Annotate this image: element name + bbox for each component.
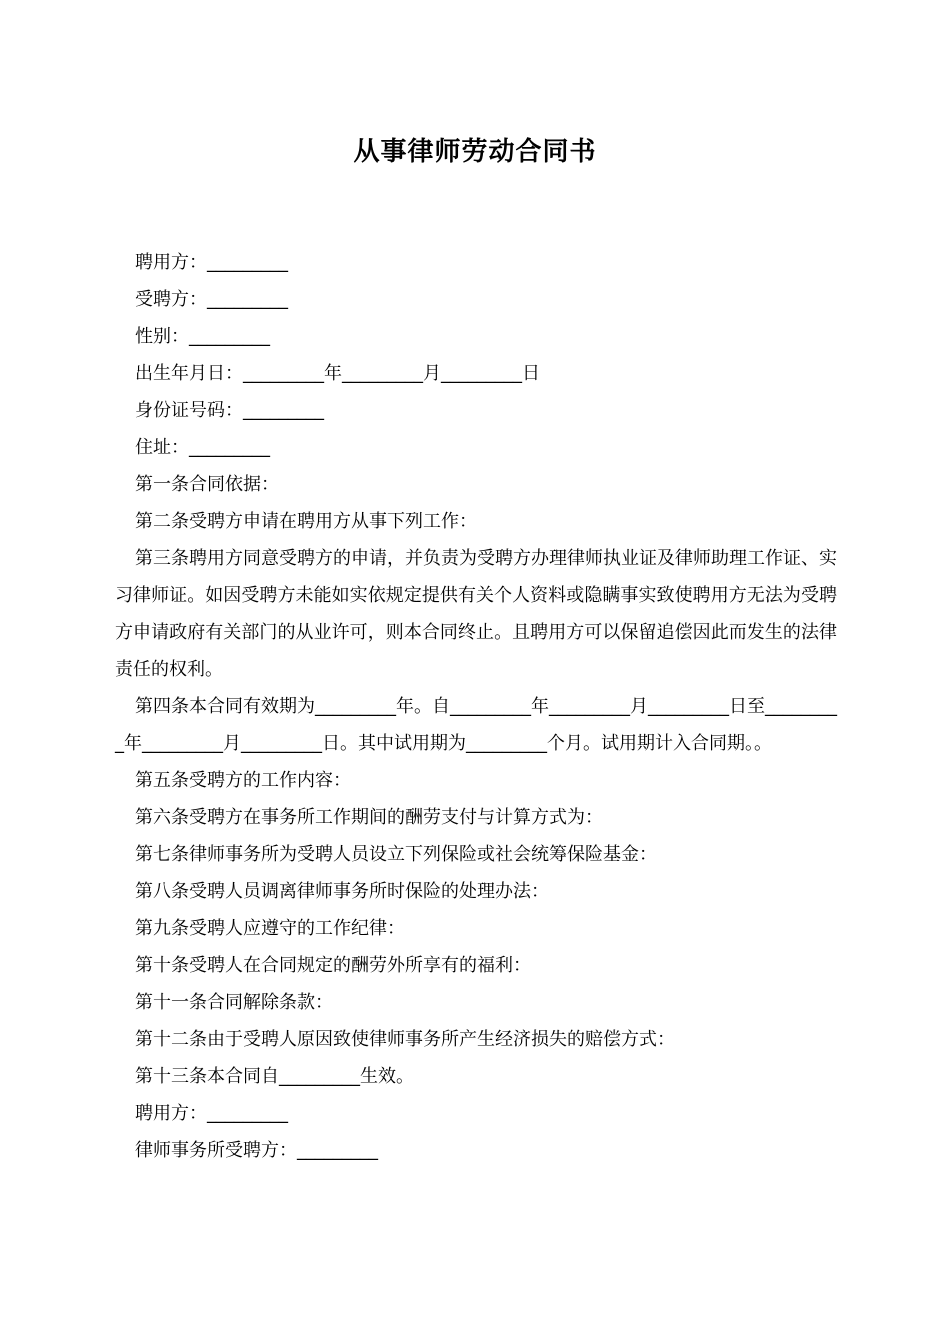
article-7: 第七条律师事务所为受聘人员设立下列保险或社会统筹保险基金： [135,844,657,865]
article-8: 第八条受聘人员调离律师事务所时保险的处理办法： [135,881,549,902]
article-5: 第五条受聘方的工作内容： [135,770,351,791]
article-6: 第六条受聘方在事务所工作期间的酬劳支付与计算方式为： [135,807,603,828]
gender-field: 性别：_________ [135,326,270,347]
article-12: 第十二条由于受聘人原因致使律师事务所产生经济损失的赔偿方式： [135,1029,675,1050]
article-4: 第四条本合同有效期为_________年。自_________年_________月_________日至_________年_________月_________日。其中试用期为_________个月。试用期计入合同期。。 [115,696,837,754]
article-10: 第十条受聘人在合同规定的酬劳外所享有的福利： [135,955,531,976]
article-1: 第一条合同依据： [135,474,279,495]
document-body [115,244,837,1169]
article-3: 第三条聘用方同意受聘方的申请，并负责为受聘方办理律师执业证及律师助理工作证、实习律师证。如因受聘方未能如实依规定提供有关个人资料或隐瞒事实致使聘用方无法为受聘方申请政府有关部门的从业许可，则本合同终止。且聘用方可以保留追偿因此而发生的法律责任的权利。 [115,548,837,680]
employee-field: 受聘方：_________ [135,289,288,310]
employer-field: 聘用方：_________ [135,252,288,273]
birthdate-field: 出生年月日：_________年_________月_________日 [135,363,540,384]
address-field: 住址：_________ [135,437,270,458]
document-title: 从事律师劳动合同书 [353,137,597,167]
law-firm-employee-signature-field: 律师事务所受聘方：_________ [135,1140,378,1161]
id-number-field: 身份证号码：_________ [135,400,324,421]
article-9: 第九条受聘人应遵守的工作纪律： [135,918,405,939]
article-13: 第十三条本合同自_________生效。 [135,1066,414,1087]
employer-signature-field: 聘用方：_________ [135,1103,288,1124]
article-2: 第二条受聘方申请在聘用方从事下列工作： [135,511,477,532]
article-11: 第十一条合同解除条款： [135,992,333,1013]
